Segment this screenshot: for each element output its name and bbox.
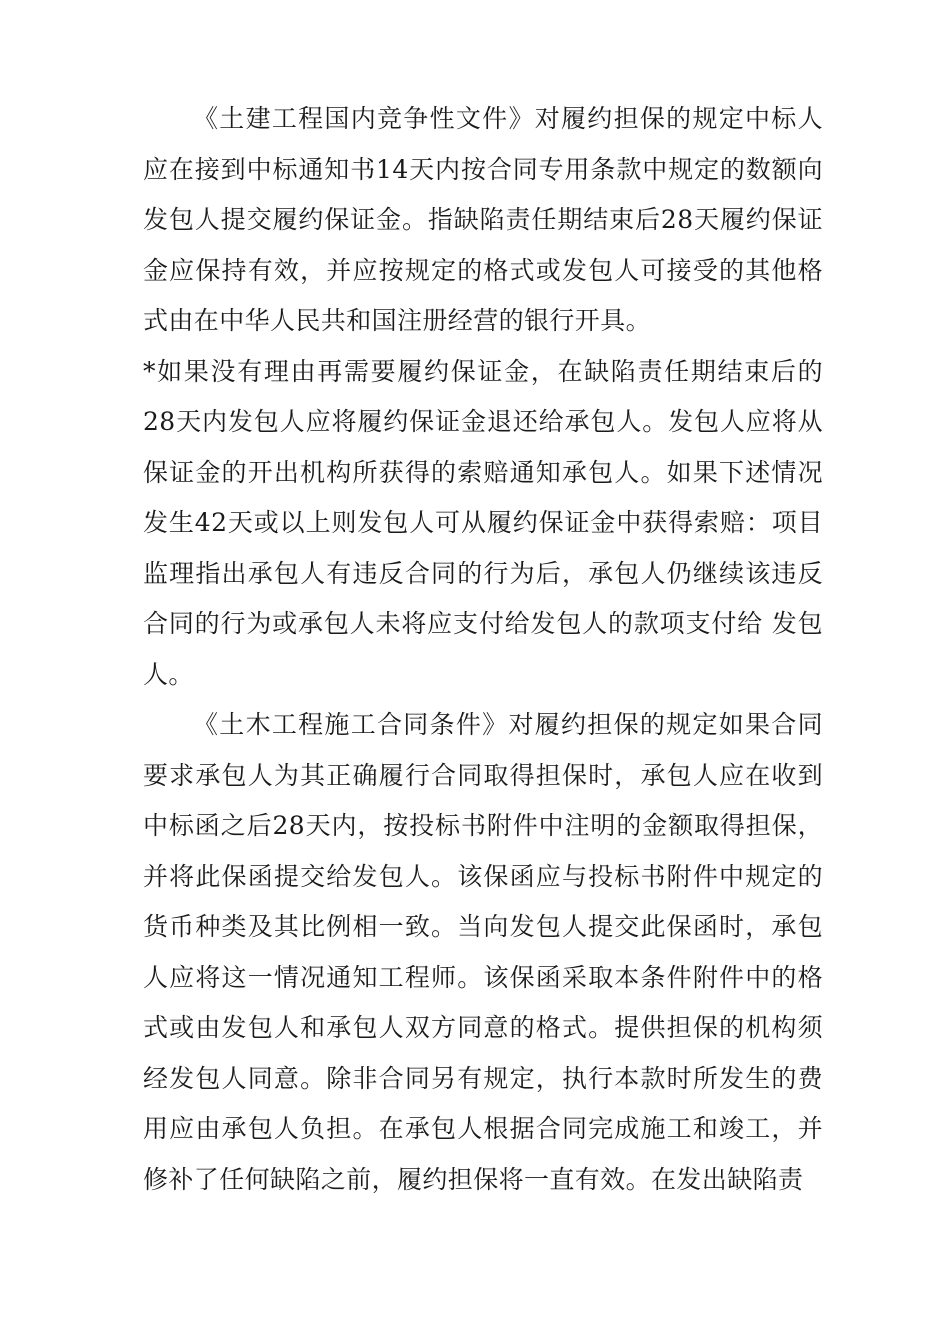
- paragraph-domestic-competitive-bidding: 《土建工程国内竞争性文件》对履约担保的规定中标人应在接到中标通知书14天内按合同专用条款中规定的数额向发包人提交履约保证金。指缺陷责任期结束后28天履约保证金应保持有效，并应按规定的格式或发包人可接受的其他格式由在中华人民共和国注册经营的银行开具。: [143, 104, 823, 335]
- paragraph-bond-return-and-claims: *如果没有理由再需要履约保证金，在缺陷责任期结束后的28天内发包人应将履约保证金退还给承包人。发包人应将从保证金的开出机构所获得的索赔通知承包人。如果下述情况发生42天或以上则发包人可从履约保证金中获得索赔：项目监理指出承包人有违反合同的行为后，承包人仍继续该违反合同的行为或承包人未将应支付给发包人的款项支付给 发包人。: [143, 356, 823, 689]
- document-body: [143, 94, 823, 1205]
- paragraph-civil-works-conditions: 《土木工程施工合同条件》对履约担保的规定如果合同要求承包人为其正确履行合同取得担保时，承包人应在收到中标函之后28天内，按投标书附件中注明的金额取得担保，并将此保函提交给发包人。该保函应与投标书附件中规定的货币种类及其比例相一致。当向发包人提交此保函时，承包人应将这一情况通知工程师。该保函采取本条件附件中的格式或由发包人和承包人双方同意的格式。提供担保的机构须经发包人同意。除非合同另有规定，执行本款时所发生的费用应由承包人负担。在承包人根据合同完成施工和竣工，并修补了任何缺陷之前，履约担保将一直有效。在发出缺陷责: [143, 710, 823, 1194]
